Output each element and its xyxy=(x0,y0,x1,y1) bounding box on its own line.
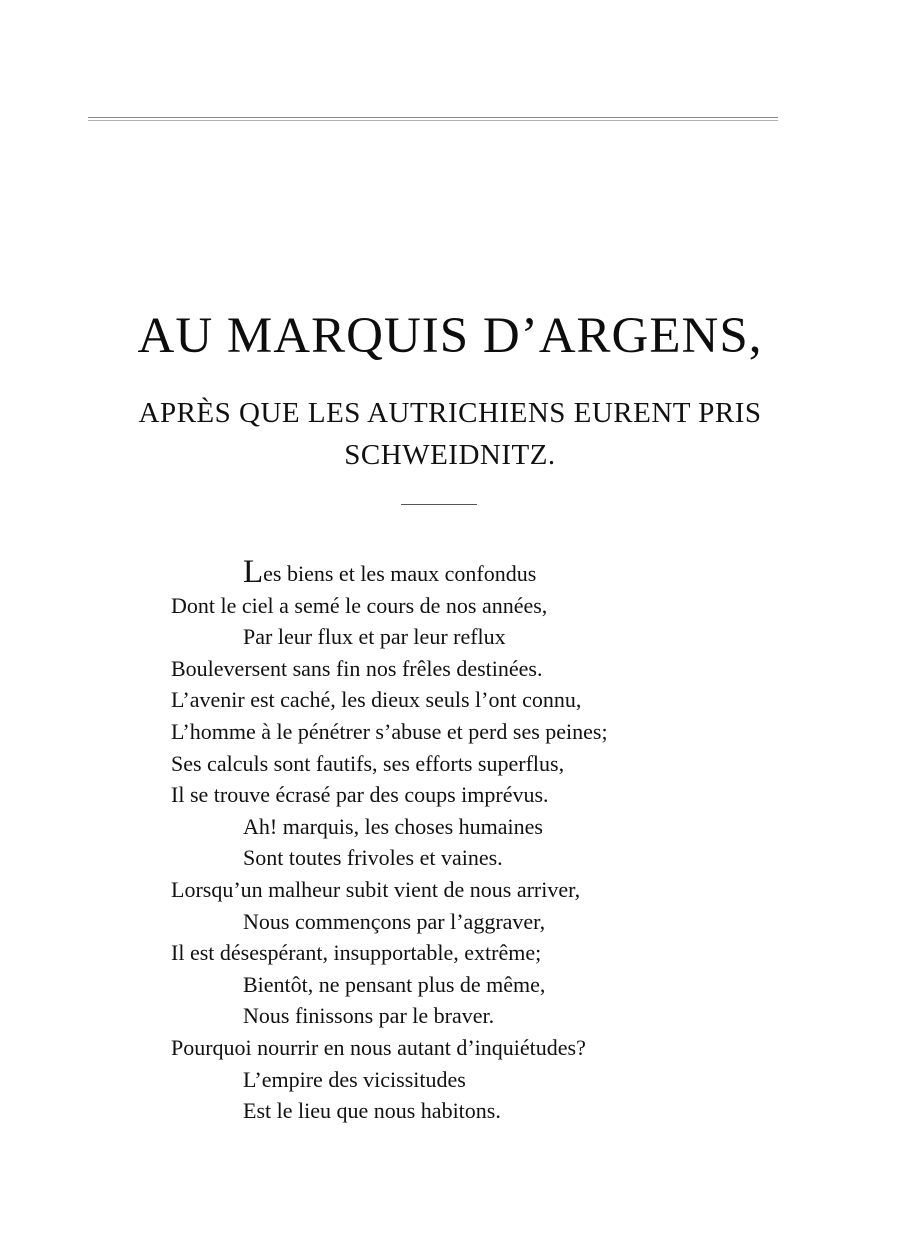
poem-line: Il se trouve écrasé par des coups imprévus. xyxy=(171,782,549,808)
poem-line: L’empire des vicissitudes xyxy=(243,1066,466,1092)
poem-line: Ah! marquis, les choses humaines xyxy=(243,813,543,839)
poem-subtitle xyxy=(0,392,900,476)
poem-line: Il est désespérant, insupportable, extrême; xyxy=(171,940,542,966)
subtitle-line-2: SCHWEIDNITZ. xyxy=(344,439,556,471)
poem-line: Nous finissons par le braver. xyxy=(243,1003,495,1029)
poem-line: L’homme à le pénétrer s’abuse et perd ses peines; xyxy=(171,718,608,744)
poem-line: L’avenir est caché, les dieux seuls l’ont connu, xyxy=(171,687,582,713)
poem-line: Bientôt, ne pensant plus de même, xyxy=(243,971,546,997)
top-double-rule xyxy=(88,116,778,122)
poem-line: Sont toutes frivoles et vaines. xyxy=(243,845,503,871)
subtitle-line-1: APRÈS QUE LES AUTRICHIENS EURENT PRIS xyxy=(138,397,762,429)
poem-line: Pourquoi nourrir en nous autant d’inquiétudes? xyxy=(171,1034,586,1060)
poem-title: AU MARQUIS D’ARGENS, xyxy=(137,308,763,364)
drop-cap: L xyxy=(243,554,264,590)
poem-line: Lorsqu’un malheur subit vient de nous arriver, xyxy=(171,876,581,902)
poem-line: Est le lieu que nous habitons. xyxy=(243,1098,501,1124)
poem-body xyxy=(171,554,811,1127)
poem-line: Nous commençons par l’aggraver, xyxy=(243,908,546,934)
poem-line-text: es biens et les maux confondus xyxy=(263,561,537,586)
section-divider xyxy=(401,504,477,505)
poem-line: Par leur flux et par leur reflux xyxy=(243,624,506,650)
poem-line: Dont le ciel a semé le cours de nos années, xyxy=(171,592,548,618)
poem-line: Ses calculs sont fautifs, ses efforts superflus, xyxy=(171,750,565,776)
poem-line: Bouleversent sans fin nos frêles destinées. xyxy=(171,655,543,681)
poem-line xyxy=(171,554,811,590)
